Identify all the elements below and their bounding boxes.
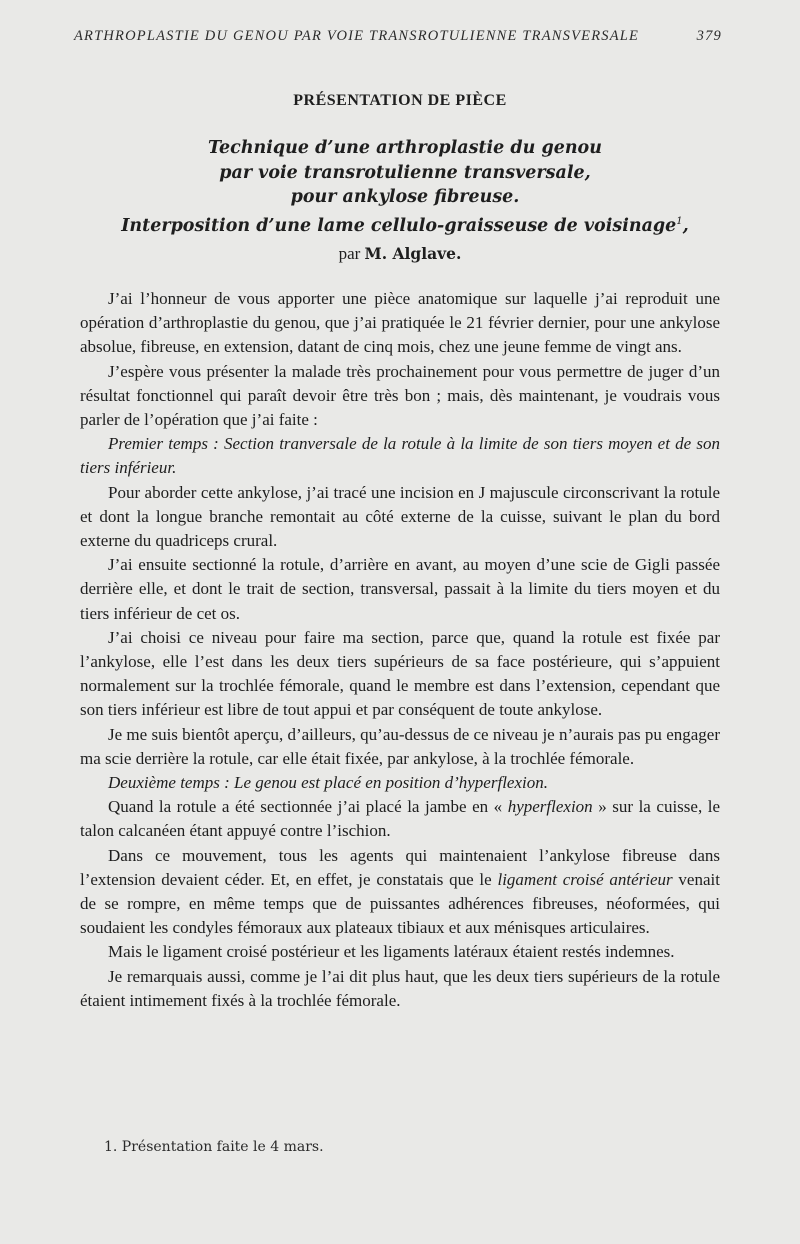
title-line-3: pour ankylose fibreuse. bbox=[290, 187, 520, 207]
emphasis: hyperflexion bbox=[507, 797, 593, 817]
page-number: 379 bbox=[696, 28, 722, 44]
title-line-4-end: , bbox=[682, 215, 689, 236]
paragraph: J’ai l’honneur de vous apporter une pièce anatomique sur laquelle j’ai reproduit une opération d’arthroplastie du genou, que j’ai pratiquée le 21 février dernier, pour une ankylose absolue, fibreuse, en extension, datant de cinq mois, chez une jeune femme de vingt ans. bbox=[80, 289, 720, 357]
running-title: ARTHROPLASTIE DU GENOU PAR VOIE TRANSROTULIENNE TRANSVERSALE bbox=[74, 28, 640, 44]
paragraph: Pour aborder cette ankylose, j’ai tracé une incision en J majuscule circonscrivant la rotule et dont la longue branche remontait au côté externe de la cuisse, suivant le plan du bord externe du quadriceps crural. bbox=[80, 482, 720, 551]
title-line-4-text: Interposition d’une lame cellulo-graisseuse de voisinage bbox=[121, 215, 677, 236]
running-head bbox=[74, 28, 722, 45]
emphasis: ligament croisé antérieur bbox=[497, 869, 673, 889]
paragraph: Mais le ligament croisé postérieur et les ligaments latéraux étaient restés indemnes. bbox=[108, 942, 675, 962]
paragraph: J’espère vous présenter la malade très prochainement pour vous permettre de juger d’un résultat fonctionnel qui paraît devoir être très bon ; mais, dès maintenant, je voudrais vous parler de l’opération que j’ai faite : bbox=[80, 361, 720, 430]
footnote-mark: 1 bbox=[676, 215, 683, 227]
paragraph bbox=[80, 844, 720, 941]
byline bbox=[0, 244, 800, 264]
article-body bbox=[80, 287, 720, 1013]
paragraph bbox=[80, 795, 720, 843]
author-name: M. Alglave. bbox=[364, 244, 462, 263]
title-line-1: Technique d’une arthroplastie du genou bbox=[208, 138, 602, 158]
paragraph: Je me suis bientôt aperçu, d’ailleurs, qu’au-dessus de ce niveau je n’aurais pas pu engager ma scie derrière la rotule, car elle était fixée, par ankylose, à la trochlée fémorale. bbox=[80, 724, 720, 768]
section-title: PRÉSENTATION DE PIÈCE bbox=[293, 92, 507, 109]
paragraph: J’ai choisi ce niveau pour faire ma section, parce que, quand la rotule est fixée par l’ankylose, elle l’est dans les deux tiers supérieurs de sa face postérieure, qui s’appuient normalement sur la trochlée fémorale, quand le membre est dans l’extension, cependant que son tiers inférieur est libre de tout appui et par conséquent de toute ankylose. bbox=[80, 627, 720, 720]
paragraph: Je remarquais aussi, comme je l’ai dit plus haut, que les deux tiers supérieurs de la rotule étaient intimement fixés à la trochlée fémorale. bbox=[80, 966, 720, 1010]
subsection-heading: Deuxième temps : Le genou est placé en position d’hyperflexion. bbox=[108, 773, 548, 793]
article-title bbox=[60, 136, 750, 238]
byline-prefix: par bbox=[338, 244, 361, 263]
paragraph-text: » sur la cuisse, le talon calcanéen étant appuyé contre l’ischion. bbox=[80, 797, 721, 841]
paragraph: J’ai ensuite sectionné la rotule, d’arrière en avant, au moyen d’une scie de Gigli passée derrière elle, et dont le trait de section, transversal, passait à la limite du tiers moyen et du tiers inférieur de cet os. bbox=[80, 555, 720, 623]
paragraph-text: Quand la rotule a été sectionnée j’ai placé la jambe en « bbox=[108, 797, 508, 817]
paragraph-text: venait de se rompre, en même temps que de puissantes adhérences fibreuses, néoformées, qui soudaient les condyles fémoraux aux plateaux tibiaux et aux ménisques articulaires. bbox=[80, 869, 720, 938]
paragraph-text: Dans ce mouvement, tous les agents qui maintenaient l’ankylose fibreuse dans l’extension devaient céder. Et, en effet, je constatais que le bbox=[80, 845, 720, 889]
footnote: 1. Présentation faite le 4 mars. bbox=[104, 1139, 324, 1155]
title-line-2: par voie transrotulienne transversale, bbox=[219, 162, 591, 183]
title-line-4 bbox=[60, 210, 750, 238]
subsection-heading: Premier temps : Section tranversale de la rotule à la limite de son tiers moyen et de son tiers inférieur. bbox=[80, 434, 720, 478]
